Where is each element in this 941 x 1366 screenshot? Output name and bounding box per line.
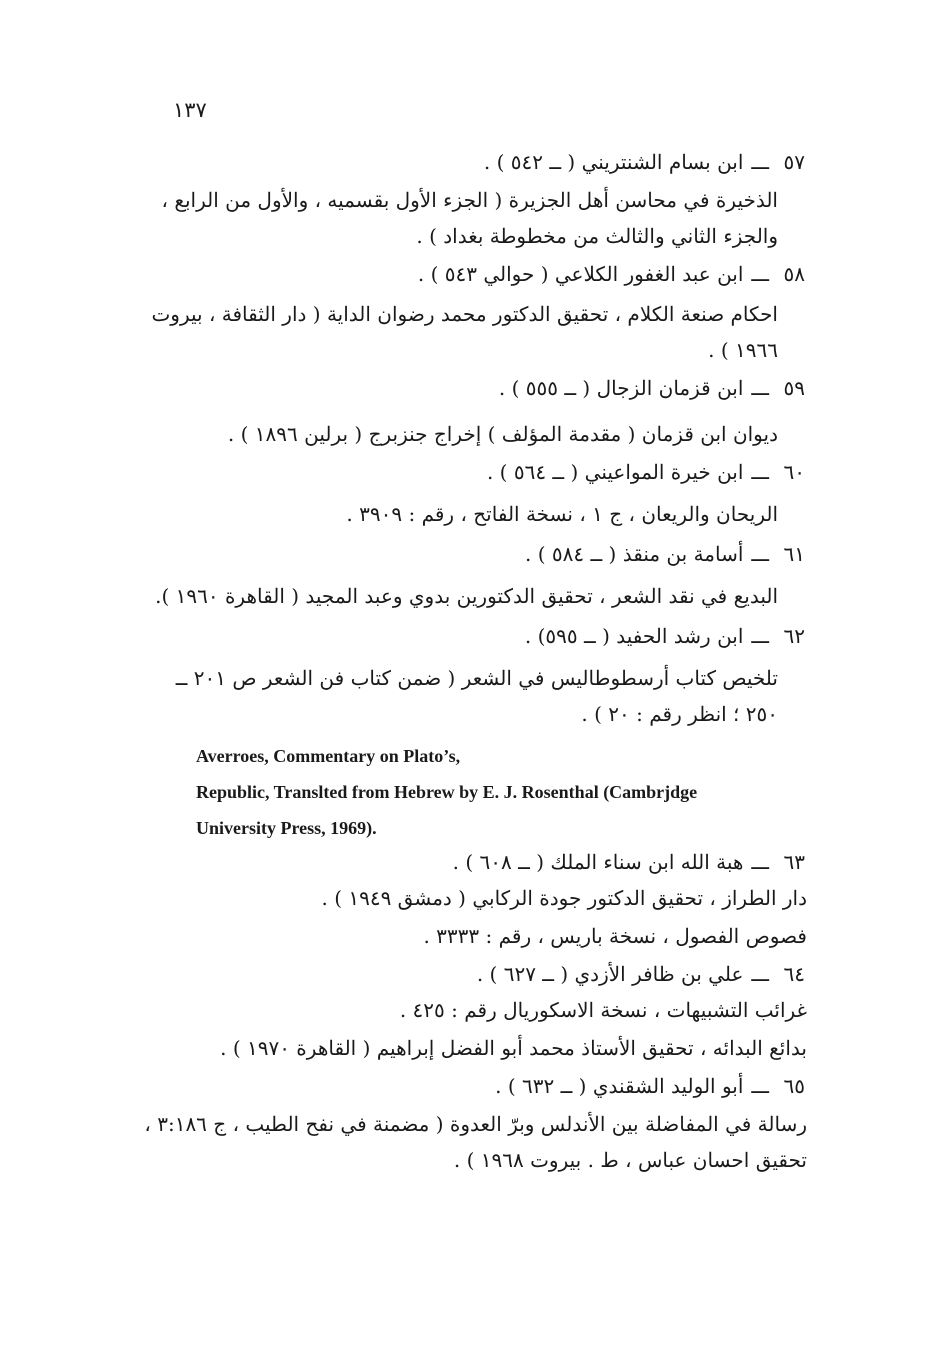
entry-number: ٦٢	[783, 624, 805, 648]
entry-work: تلخيص كتاب أرسطوطاليس في الشعر ( ضمن كتاب فن الشعر ص ٢٠١ ــ	[175, 666, 778, 690]
entry-work: والجزء الثاني والثالث من مخطوطة بغداد ) .	[416, 224, 778, 248]
entry-heading: ٦٢ـــابن رشد الحفيد ( ــ ٥٩٥) .	[524, 624, 805, 648]
entry-author: ابن بسام الشنتريني ( ــ ٥٤٢ ) .	[483, 150, 744, 174]
entry-work: البديع في نقد الشعر ، تحقيق الدكتورين بدوي وعبد المجيد ( القاهرة ١٩٦٠ ).	[155, 584, 778, 608]
entry-work: دار الطراز ، تحقيق الدكتور جودة الركابي ( دمشق ١٩٤٩ ) .	[321, 886, 807, 910]
entry-heading: ٥٧ـــابن بسام الشنتريني ( ــ ٥٤٢ ) .	[483, 150, 805, 174]
latin-reference-line: Republic, Translted from Hebrew by E. J. Rosenthal (Cambrjdge	[196, 782, 698, 802]
entry-author: ابن رشد الحفيد ( ــ ٥٩٥) .	[524, 624, 744, 648]
entry-heading: ٦٣ـــهبة الله ابن سناء الملك ( ــ ٦٠٨ ) .	[452, 850, 805, 874]
entry-author: علي بن ظافر الأزدي ( ــ ٦٢٧ ) .	[476, 962, 744, 986]
entry-number: ٦٥	[783, 1074, 805, 1098]
entry-heading: ٦٥ـــأبو الوليد الشقندي ( ــ ٦٣٢ ) .	[495, 1074, 805, 1098]
entry-number: ٥٩	[783, 376, 805, 400]
entry-number: ٦٤	[783, 962, 805, 986]
entry-heading: ٦٠ـــابن خيرة المواعيني ( ــ ٥٦٤ ) .	[486, 460, 805, 484]
entry-heading: ٥٩ـــابن قزمان الزجال ( ــ ٥٥٥ ) .	[498, 376, 805, 400]
entry-work: غرائب التشبيهات ، نسخة الاسكوريال رقم : ٤٢٥ .	[399, 998, 807, 1022]
entry-author: ابن قزمان الزجال ( ــ ٥٥٥ ) .	[498, 376, 744, 400]
entry-work: ديوان ابن قزمان ( مقدمة المؤلف ) إخراج جنزبرج ( برلين ١٨٩٦ ) .	[227, 422, 778, 446]
entry-work: الذخيرة في محاسن أهل الجزيرة ( الجزء الأول بقسميه ، والأول من الرابع ،	[161, 188, 778, 212]
entry-heading: ٦٤ـــعلي بن ظافر الأزدي ( ــ ٦٢٧ ) .	[476, 962, 805, 986]
entry-number: ٦٠	[783, 460, 805, 484]
page-number: ١٣٧	[173, 98, 207, 122]
entry-author: أسامة بن منقذ ( ــ ٥٨٤ ) .	[525, 542, 744, 566]
entry-heading: ٥٨ـــابن عبد الغفور الكلاعي ( حوالي ٥٤٣ ) .	[417, 262, 805, 286]
entry-number: ٥٧	[783, 150, 805, 174]
entry-work: الريحان والريعان ، ج ١ ، نسخة الفاتح ، رقم : ٣٩٠٩ .	[346, 502, 778, 526]
entry-author: ابن خيرة المواعيني ( ــ ٥٦٤ ) .	[486, 460, 744, 484]
entry-work: بدائع البدائه ، تحقيق الأستاذ محمد أبو الفضل إبراهيم ( القاهرة ١٩٧٠ ) .	[220, 1036, 807, 1060]
entry-author: ابن عبد الغفور الكلاعي ( حوالي ٥٤٣ ) .	[417, 262, 744, 286]
entry-heading: ٦١ـــأسامة بن منقذ ( ــ ٥٨٤ ) .	[525, 542, 805, 566]
entry-work: رسالة في المفاضلة بين الأندلس وبرّ العدوة ( مضمنة في نفح الطيب ، ج ٣:١٨٦ ،	[144, 1112, 807, 1136]
entry-work: ٢٥٠ ؛ انظر رقم : ٢٠ ) .	[581, 702, 778, 726]
entry-work: احكام صنعة الكلام ، تحقيق الدكتور محمد رضوان الداية ( دار الثقافة ، بيروت	[151, 302, 778, 326]
entry-work: تحقيق احسان عباس ، ط . بيروت ١٩٦٨ ) .	[453, 1148, 807, 1172]
entry-work: ١٩٦٦ ) .	[708, 338, 778, 362]
entry-number: ٦٣	[783, 850, 805, 874]
latin-reference-line: Averroes, Commentary on Plato’s,	[196, 746, 461, 766]
entry-work: فصوص الفصول ، نسخة باريس ، رقم : ٣٣٣٣ .	[423, 924, 807, 948]
entry-number: ٦١	[783, 542, 805, 566]
entry-author: هبة الله ابن سناء الملك ( ــ ٦٠٨ ) .	[452, 850, 744, 874]
entry-author: أبو الوليد الشقندي ( ــ ٦٣٢ ) .	[495, 1074, 744, 1098]
latin-reference-line: University Press, 1969).	[196, 818, 377, 838]
entry-number: ٥٨	[783, 262, 805, 286]
